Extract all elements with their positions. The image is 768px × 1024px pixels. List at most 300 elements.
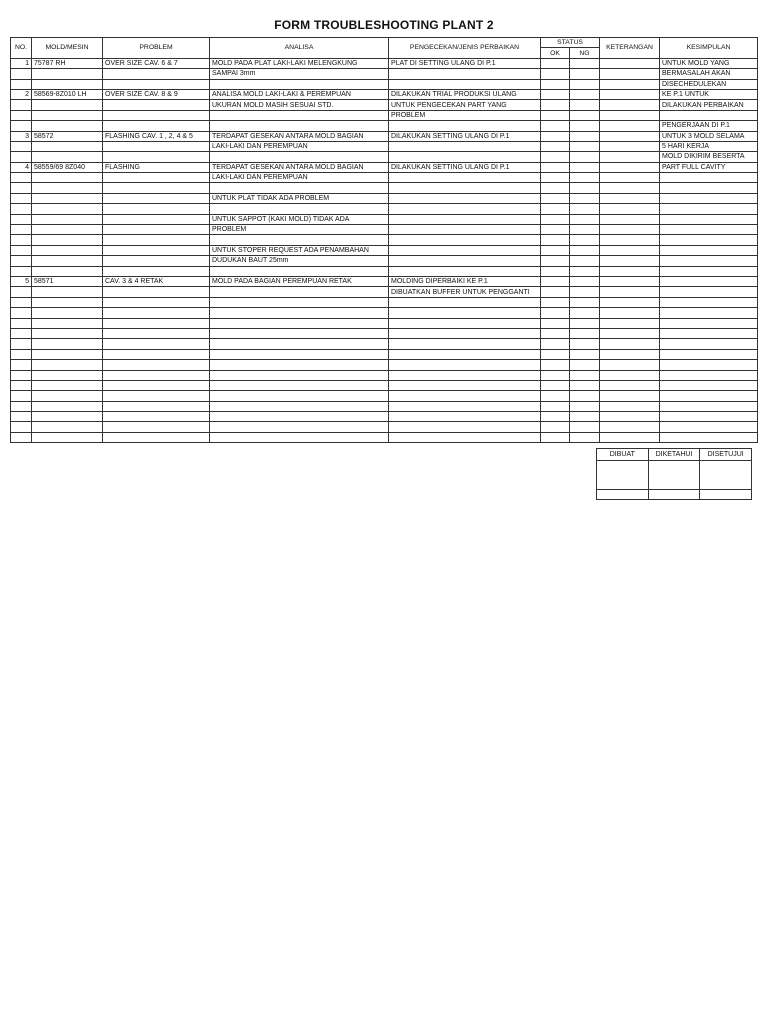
analisa-cell [210,380,389,390]
kesimpulan-cell [660,287,758,297]
status-ok-cell [541,173,570,183]
mold-cell [32,391,103,401]
status-ok-cell [541,276,570,286]
no-cell [11,110,32,120]
pengecekan-cell [389,173,541,183]
table-row [11,401,758,411]
analisa-cell [210,401,389,411]
kesimpulan-cell [660,256,758,266]
analisa-cell: UKURAN MOLD MASIH SESUAI STD. [210,100,389,110]
pengecekan-cell [389,370,541,380]
status-ok-cell [541,204,570,214]
no-cell [11,214,32,224]
kesimpulan-cell [660,297,758,307]
problem-cell [103,245,210,255]
analisa-cell [210,235,389,245]
mold-cell [32,121,103,131]
kesimpulan-cell [660,276,758,286]
status-ok-cell [541,100,570,110]
keterangan-cell [600,152,660,162]
problem-cell [103,100,210,110]
analisa-cell [210,297,389,307]
table-row [11,69,758,79]
table-body [11,58,758,442]
table-row [11,89,758,99]
mold-cell: 58571 [32,276,103,286]
table-row [11,110,758,120]
kesimpulan-cell: UNTUK 3 MOLD SELAMA [660,131,758,141]
kesimpulan-cell [660,173,758,183]
kesimpulan-cell [660,245,758,255]
status-ok-cell [541,193,570,203]
table-row [11,328,758,338]
pengecekan-cell [389,360,541,370]
mold-cell [32,360,103,370]
keterangan-cell [600,89,660,99]
mold-cell [32,287,103,297]
table-row [11,235,758,245]
problem-cell [103,297,210,307]
mold-cell [32,297,103,307]
kesimpulan-cell [660,183,758,193]
keterangan-cell [600,318,660,328]
pengecekan-cell [389,318,541,328]
pengecekan-cell [389,183,541,193]
header-analisa: ANALISA [210,38,389,59]
keterangan-cell [600,183,660,193]
analisa-cell: TERDAPAT GESEKAN ANTARA MOLD BAGIAN [210,162,389,172]
signature-dibuat-space[interactable] [597,461,649,490]
analisa-cell: LAKI-LAKI DAN PEREMPUAN [210,173,389,183]
kesimpulan-cell [660,422,758,432]
status-ng-cell [570,276,600,286]
problem-cell [103,412,210,422]
pengecekan-cell [389,297,541,307]
kesimpulan-cell [660,225,758,235]
status-ng-cell [570,225,600,235]
problem-cell [103,79,210,89]
no-cell [11,287,32,297]
status-ok-cell [541,422,570,432]
keterangan-cell [600,432,660,442]
table-row [11,412,758,422]
signature-box [596,448,752,500]
kesimpulan-cell: 5 HARI KERJA [660,141,758,151]
status-ng-cell [570,245,600,255]
kesimpulan-cell [660,318,758,328]
header-kesimpulan: KESIMPULAN [660,38,758,59]
status-ng-cell [570,422,600,432]
mold-cell [32,152,103,162]
no-cell [11,318,32,328]
header-problem: PROBLEM [103,38,210,59]
keterangan-cell [600,256,660,266]
status-ok-cell [541,349,570,359]
kesimpulan-cell: PENGERJAAN DI P.1 [660,121,758,131]
mold-cell: 75787 RH [32,58,103,68]
status-ok-cell [541,318,570,328]
status-ng-cell [570,204,600,214]
analisa-cell [210,183,389,193]
troubleshooting-table [10,37,758,443]
kesimpulan-cell [660,266,758,276]
status-ng-cell [570,193,600,203]
keterangan-cell [600,349,660,359]
keterangan-cell [600,225,660,235]
no-cell [11,308,32,318]
analisa-cell [210,349,389,359]
status-ng-cell [570,141,600,151]
pengecekan-cell [389,69,541,79]
keterangan-cell [600,328,660,338]
status-ok-cell [541,79,570,89]
problem-cell [103,69,210,79]
keterangan-cell [600,121,660,131]
problem-cell [103,256,210,266]
no-cell [11,328,32,338]
keterangan-cell [600,287,660,297]
pengecekan-cell [389,412,541,422]
table-row [11,308,758,318]
no-cell: 5 [11,276,32,286]
analisa-cell: UNTUK STOPER REQUEST ADA PENAMBAHAN [210,245,389,255]
mold-cell [32,349,103,359]
analisa-cell: MOLD PADA PLAT LAKI-LAKI MELENGKUNG [210,58,389,68]
no-cell [11,69,32,79]
keterangan-cell [600,204,660,214]
problem-cell [103,110,210,120]
keterangan-cell [600,370,660,380]
status-ng-cell [570,214,600,224]
header-ng: NG [570,48,600,58]
no-cell [11,349,32,359]
status-ok-cell [541,58,570,68]
analisa-cell [210,360,389,370]
status-ng-cell [570,360,600,370]
mold-cell [32,256,103,266]
keterangan-cell [600,401,660,411]
status-ng-cell [570,121,600,131]
problem-cell [103,349,210,359]
analisa-cell: ANALISA MOLD LAKI-LAKI & PEREMPUAN [210,89,389,99]
status-ok-cell [541,328,570,338]
table-row [11,297,758,307]
signature-diketahui-label: DIKETAHUI [648,449,700,461]
mold-cell [32,318,103,328]
table-row [11,245,758,255]
table-row [11,152,758,162]
analisa-cell [210,339,389,349]
status-ng-cell [570,339,600,349]
problem-cell [103,193,210,203]
mold-cell [32,183,103,193]
analisa-cell: UNTUK PLAT TIDAK ADA PROBLEM [210,193,389,203]
analisa-cell [210,328,389,338]
status-ok-cell [541,183,570,193]
status-ng-cell [570,173,600,183]
analisa-cell: TERDAPAT GESEKAN ANTARA MOLD BAGIAN [210,131,389,141]
table-row [11,131,758,141]
pengecekan-cell [389,121,541,131]
header-mold: MOLD/MESIN [32,38,103,59]
table-row [11,79,758,89]
mold-cell [32,245,103,255]
kesimpulan-cell [660,401,758,411]
table-row [11,225,758,235]
mold-cell: 58559/69 8Z040 [32,162,103,172]
kesimpulan-cell: MOLD DIKIRIM BESERTA [660,152,758,162]
pengecekan-cell [389,79,541,89]
no-cell [11,100,32,110]
problem-cell [103,370,210,380]
keterangan-cell [600,58,660,68]
table-row [11,183,758,193]
no-cell [11,79,32,89]
kesimpulan-cell: DISECHEDULEKAN [660,79,758,89]
problem-cell [103,360,210,370]
no-cell [11,266,32,276]
status-ng-cell [570,235,600,245]
pengecekan-cell [389,225,541,235]
mold-cell [32,235,103,245]
status-ok-cell [541,401,570,411]
mold-cell [32,110,103,120]
no-cell [11,401,32,411]
status-ng-cell [570,162,600,172]
problem-cell [103,235,210,245]
status-ng-cell [570,100,600,110]
no-cell: 3 [11,131,32,141]
no-cell [11,370,32,380]
pengecekan-cell: MOLDING DIPERBAIKI KE P.1 [389,276,541,286]
problem-cell [103,432,210,442]
keterangan-cell [600,193,660,203]
status-ng-cell [570,256,600,266]
keterangan-cell [600,266,660,276]
keterangan-cell [600,69,660,79]
status-ok-cell [541,89,570,99]
analisa-cell [210,422,389,432]
problem-cell [103,266,210,276]
kesimpulan-cell: BERMASALAH AKAN [660,69,758,79]
signature-diketahui-space[interactable] [648,461,700,490]
problem-cell: CAV. 3 & 4 RETAK [103,276,210,286]
analisa-cell [210,204,389,214]
keterangan-cell [600,360,660,370]
problem-cell [103,391,210,401]
no-cell [11,245,32,255]
table-row [11,287,758,297]
pengecekan-cell: DILAKUKAN TRIAL PRODUKSI ULANG [389,89,541,99]
analisa-cell [210,370,389,380]
pengecekan-cell: DILAKUKAN SETTING ULANG DI P.1 [389,162,541,172]
no-cell: 1 [11,58,32,68]
status-ok-cell [541,162,570,172]
keterangan-cell [600,308,660,318]
keterangan-cell [600,141,660,151]
status-ng-cell [570,79,600,89]
table-row [11,370,758,380]
status-ng-cell [570,131,600,141]
table-row [11,360,758,370]
keterangan-cell [600,110,660,120]
no-cell [11,339,32,349]
kesimpulan-cell [660,193,758,203]
table-row [11,422,758,432]
keterangan-cell [600,276,660,286]
status-ng-cell [570,380,600,390]
pengecekan-cell [389,328,541,338]
table-row [11,339,758,349]
pengecekan-cell [389,152,541,162]
kesimpulan-cell [660,308,758,318]
analisa-cell [210,308,389,318]
keterangan-cell [600,297,660,307]
status-ng-cell [570,401,600,411]
table-row [11,193,758,203]
status-ok-cell [541,214,570,224]
pengecekan-cell [389,141,541,151]
problem-cell [103,141,210,151]
mold-cell [32,173,103,183]
analisa-cell [210,287,389,297]
keterangan-cell [600,131,660,141]
signature-dibuat-label: DIBUAT [597,449,649,461]
problem-cell: OVER SIZE CAV. 6 & 7 [103,58,210,68]
status-ok-cell [541,131,570,141]
analisa-cell [210,266,389,276]
pengecekan-cell [389,214,541,224]
status-ok-cell [541,152,570,162]
table-row [11,141,758,151]
no-cell [11,256,32,266]
problem-cell [103,401,210,411]
keterangan-cell [600,380,660,390]
mold-cell [32,193,103,203]
status-ng-cell [570,412,600,422]
status-ng-cell [570,328,600,338]
problem-cell [103,204,210,214]
kesimpulan-cell [660,380,758,390]
status-ng-cell [570,266,600,276]
pengecekan-cell [389,256,541,266]
analisa-cell [210,318,389,328]
signature-dibuat-name[interactable] [597,490,649,500]
problem-cell: OVER SIZE CAV. 8 & 9 [103,89,210,99]
pengecekan-cell [389,193,541,203]
header-keterangan: KETERANGAN [600,38,660,59]
keterangan-cell [600,339,660,349]
problem-cell [103,422,210,432]
mold-cell [32,225,103,235]
mold-cell [32,204,103,214]
status-ok-cell [541,287,570,297]
signature-disetujui-label: DISETUJUI [700,449,752,461]
mold-cell [32,339,103,349]
kesimpulan-cell [660,204,758,214]
mold-cell [32,141,103,151]
signature-diketahui-name[interactable] [648,490,700,500]
table-row [11,349,758,359]
status-ok-cell [541,245,570,255]
pengecekan-cell [389,266,541,276]
header-pengecekan: PENGECEKAN/JENIS PERBAIKAN [389,38,541,59]
table-row [11,121,758,131]
mold-cell [32,214,103,224]
signature-disetujui-space[interactable] [700,461,752,490]
keterangan-cell [600,245,660,255]
status-ok-cell [541,235,570,245]
mold-cell [32,401,103,411]
status-ng-cell [570,349,600,359]
analisa-cell: MOLD PADA BAGIAN PEREMPUAN RETAK [210,276,389,286]
keterangan-cell [600,422,660,432]
pengecekan-cell [389,432,541,442]
no-cell [11,173,32,183]
mold-cell [32,79,103,89]
status-ok-cell [541,432,570,442]
keterangan-cell [600,412,660,422]
status-ok-cell [541,308,570,318]
table-row [11,266,758,276]
no-cell [11,183,32,193]
problem-cell [103,308,210,318]
table-row [11,432,758,442]
status-ok-cell [541,69,570,79]
no-cell [11,235,32,245]
problem-cell: FLASHING CAV. 1 , 2, 4 & 5 [103,131,210,141]
keterangan-cell [600,235,660,245]
keterangan-cell [600,173,660,183]
keterangan-cell [600,100,660,110]
pengecekan-cell: PROBLEM [389,110,541,120]
table-row [11,162,758,172]
kesimpulan-cell: UNTUK MOLD YANG [660,58,758,68]
status-ng-cell [570,287,600,297]
kesimpulan-cell [660,360,758,370]
no-cell [11,422,32,432]
table-row [11,318,758,328]
status-ng-cell [570,297,600,307]
pengecekan-cell [389,204,541,214]
status-ng-cell [570,152,600,162]
status-ng-cell [570,318,600,328]
keterangan-cell [600,162,660,172]
pengecekan-cell: DILAKUKAN SETTING ULANG DI P.1 [389,131,541,141]
status-ok-cell [541,225,570,235]
keterangan-cell [600,214,660,224]
pengecekan-cell [389,235,541,245]
kesimpulan-cell [660,391,758,401]
no-cell [11,297,32,307]
pengecekan-cell [389,339,541,349]
status-ok-cell [541,339,570,349]
status-ok-cell [541,391,570,401]
pengecekan-cell: PLAT DI SETTING ULANG DI P.1 [389,58,541,68]
signature-disetujui-name[interactable] [700,490,752,500]
table-row [11,58,758,68]
pengecekan-cell [389,349,541,359]
mold-cell: 58569-8Z010 LH [32,89,103,99]
status-ok-cell [541,256,570,266]
no-cell [11,360,32,370]
analisa-cell [210,110,389,120]
status-ng-cell [570,391,600,401]
kesimpulan-cell [660,235,758,245]
no-cell [11,141,32,151]
problem-cell [103,214,210,224]
problem-cell [103,339,210,349]
